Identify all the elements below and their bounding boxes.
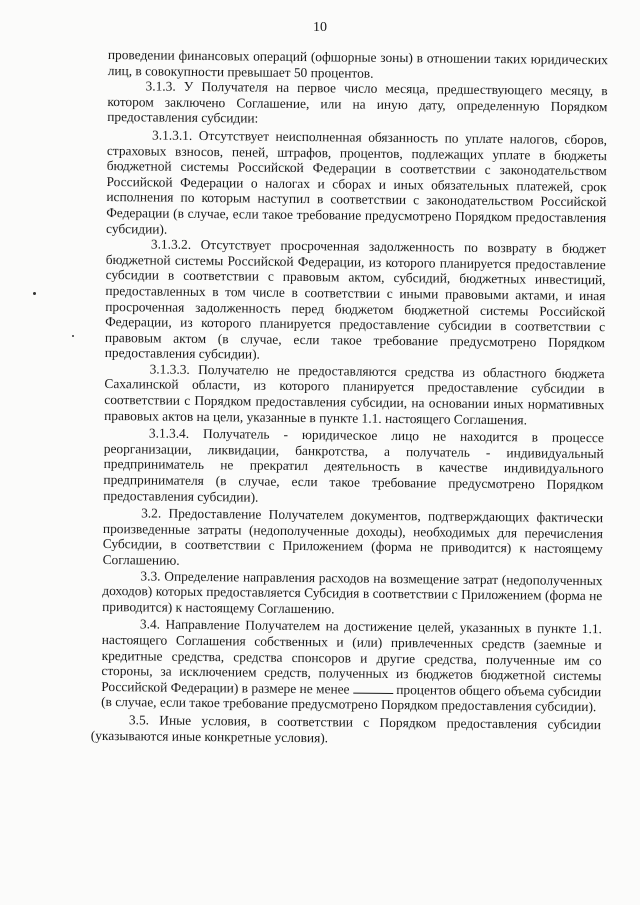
document-body (90, 47, 608, 748)
scan-speck (33, 292, 36, 295)
paragraph-3-5: 3.5. Иные условия, в соответствии с Порядком предоставления субсидии (указываются иные конкретные условия). (90, 712, 602, 745)
scan-speck (72, 335, 74, 337)
paragraph-3-1-3-3: 3.1.3.3. Получателю не предоставляются средства из областного бюджета Сахалинской области, из которого планируется предоставление субсидии в соответствии с Порядком предоставления субсидии, на основании иных нормативных правовых актов на цели, указанные в пункте 1.1. настоящего Соглашения. (104, 361, 605, 428)
paragraph-3-1-3-4: 3.1.3.4. Получатель - юридическое лицо не находится в процессе реорганизации, ликвидации, банкротства, а получатель - индивидуальный предприниматель не прекратил деятельность в качестве индивидуального предпринимателя (в случае, если такое требование предусмотрено Порядком предоставления субсидии). (103, 425, 605, 505)
paragraph-3-2: 3.2. Предоставление Получателем документов, подтверждающих фактически произведенные затраты (недополученные доходы), необходимых для перечисления Субсидии, в соответствии с Приложением (форма не приводится) к настоящему Соглашению. (102, 505, 604, 568)
paragraph-3-4 (101, 616, 602, 715)
paragraph-continuation: проведении финансовых операций (офшорные зоны) в отношении таких юридических лиц, в совокупности превышает 50 процентов. (107, 47, 608, 81)
paragraph-3-1-3-2: 3.1.3.2. Отсутствует просроченная задолженность по возврату в бюджет бюджетной системы Российской Федерации, из которого планируется предоставление субсидии в соответствии с правовым актом, субсидий, бюджетных инвестиций, предоставленных в том числе в соответствии с иными правовыми актами, и иная просроченная задолженность перед бюджетом бюджетной системы Российской Федерации, из которого планируется предоставление субсидии в соответствии с правовым актом (в случае, если такое требование предусмотрено Порядком предоставления субсидии). (104, 236, 606, 362)
blank-percent-field (353, 682, 393, 693)
paragraph-3-4-text: 3.4. Направление Получателем на достижение целей, указанных в пункте 1.1. настоящего Соглашения собственных и (или) привлеченных средств (заемные и кредитные средства, средства спонсоров и другие средства, полученные им со стороны, за исключением средств, полученных из бюджетов бюджетной системы Российской Федерации) в размере не менее (101, 616, 603, 697)
paragraph-3-3: 3.3. Определение направления расходов на возмещение затрат (недополученных доходов) которых предоставляется Субсидия в соответствии с Приложением (форма не приводится) к настоящему Соглашению. (102, 567, 603, 617)
page-number: 10 (313, 20, 327, 35)
paragraph-3-4-text-end: процентов общего объема субсидии (в случае, если такое требование предусмотрено Порядком предоставления субсидии). (101, 681, 602, 715)
paragraph-3-1-3-1: 3.1.3.1. Отсутствует неисполненная обязанность по уплате налогов, сборов, страховых взносов, пеней, штрафов, процентов, подлежащих уплате в бюджеты бюджетной системы Российской Федерации в соответствии с законодательством Российской Федерации о налогах и сборах и иных обязательных платежей, срок исполнения по которым наступил в соответствии с законодательством Российской Федерации (в случае, если такое требование предусмотрено Порядком предоставления субсидии). (106, 127, 608, 237)
paragraph-3-1-3: 3.1.3. У Получателя на первое число месяца, предшествующего месяцу, в котором заключено Соглашение, или на иную дату, определенную Порядком предоставления субсидии: (107, 78, 608, 126)
